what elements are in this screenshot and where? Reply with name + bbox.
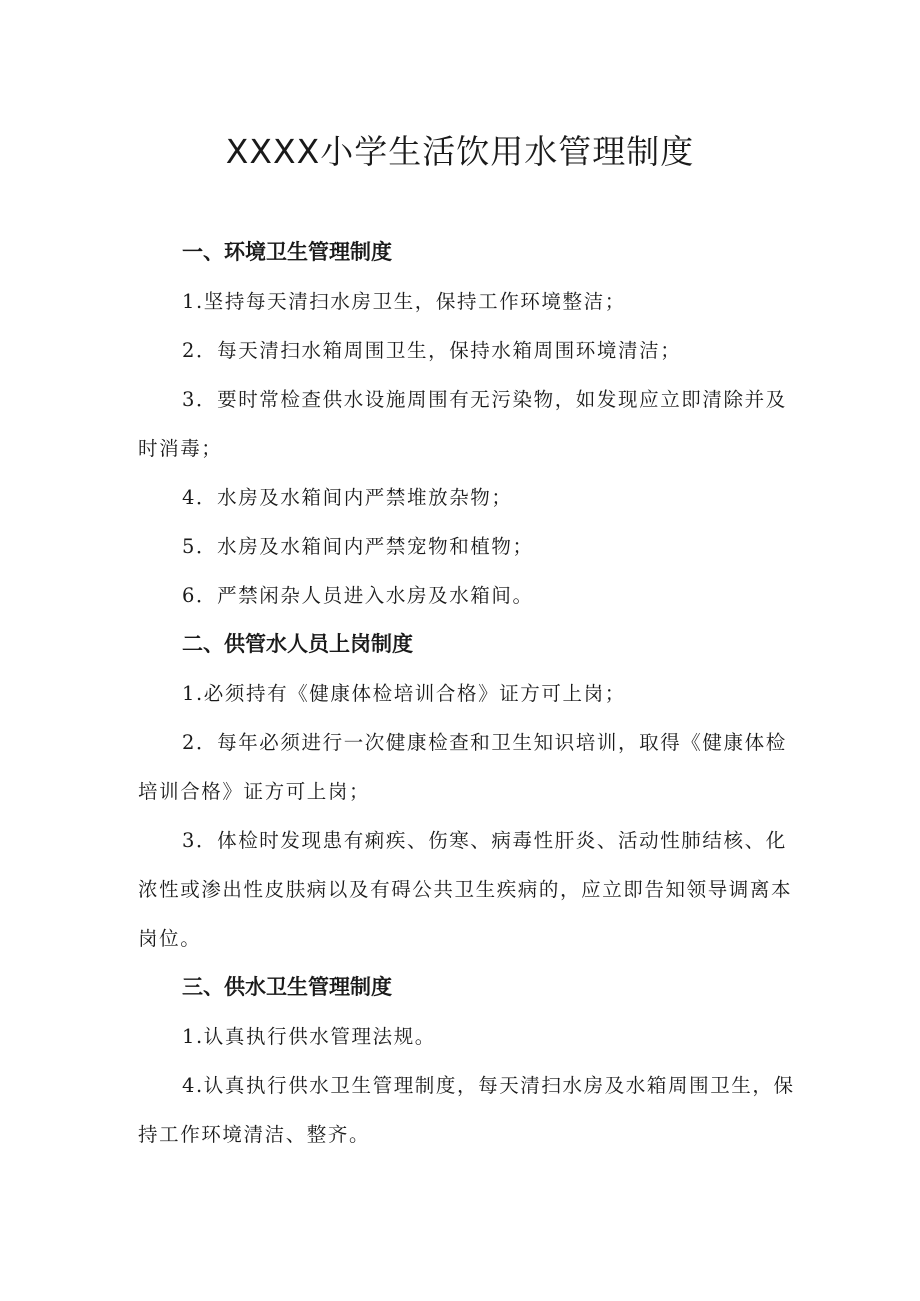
section-item: 2．每天清扫水箱周围卫生，保持水箱周围环境清洁； (182, 339, 682, 362)
section-item: 1.必须持有《健康体检培训合格》证方可上岗； (182, 682, 626, 705)
section-item: 2．每年必须进行一次健康检查和卫生知识培训，取得《健康体检培训合格》证方可上岗； (138, 731, 787, 803)
section-item: 3．要时常检查供水设施周围有无污染物，如发现应立即清除并及时消毒； (138, 388, 787, 460)
section-item: 1.坚持每天清扫水房卫生，保持工作环境整洁； (182, 290, 626, 313)
section-item: 1.认真执行供水管理法规。 (182, 1025, 436, 1048)
section-item: 4．水房及水箱间内严禁堆放杂物； (182, 486, 513, 509)
section-heading: 一、环境卫生管理制度 (182, 240, 392, 264)
section-water-supply-hygiene (138, 963, 798, 1159)
section-item: 3．体检时发现患有痢疾、伤寒、病毒性肝炎、活动性肺结核、化浓性或渗出性皮肤病以及有碍公共卫生疾病的，应立即告知领导调离本岗位。 (138, 829, 793, 950)
section-heading: 二、供管水人员上岗制度 (182, 632, 413, 656)
section-item: 5．水房及水箱间内严禁宠物和植物； (182, 535, 534, 558)
section-item: 4.认真执行供水卫生管理制度，每天清扫水房及水箱周围卫生，保持工作环境清洁、整齐。 (138, 1074, 795, 1146)
document-body (138, 228, 798, 1159)
section-item: 6．严禁闲杂人员进入水房及水箱间。 (182, 584, 534, 607)
section-staff-qualification (138, 620, 798, 963)
section-heading: 三、供水卫生管理制度 (182, 975, 392, 999)
section-environment-hygiene (138, 228, 798, 620)
document-title: XXXX小学生活饮用水管理制度 (225, 132, 695, 171)
